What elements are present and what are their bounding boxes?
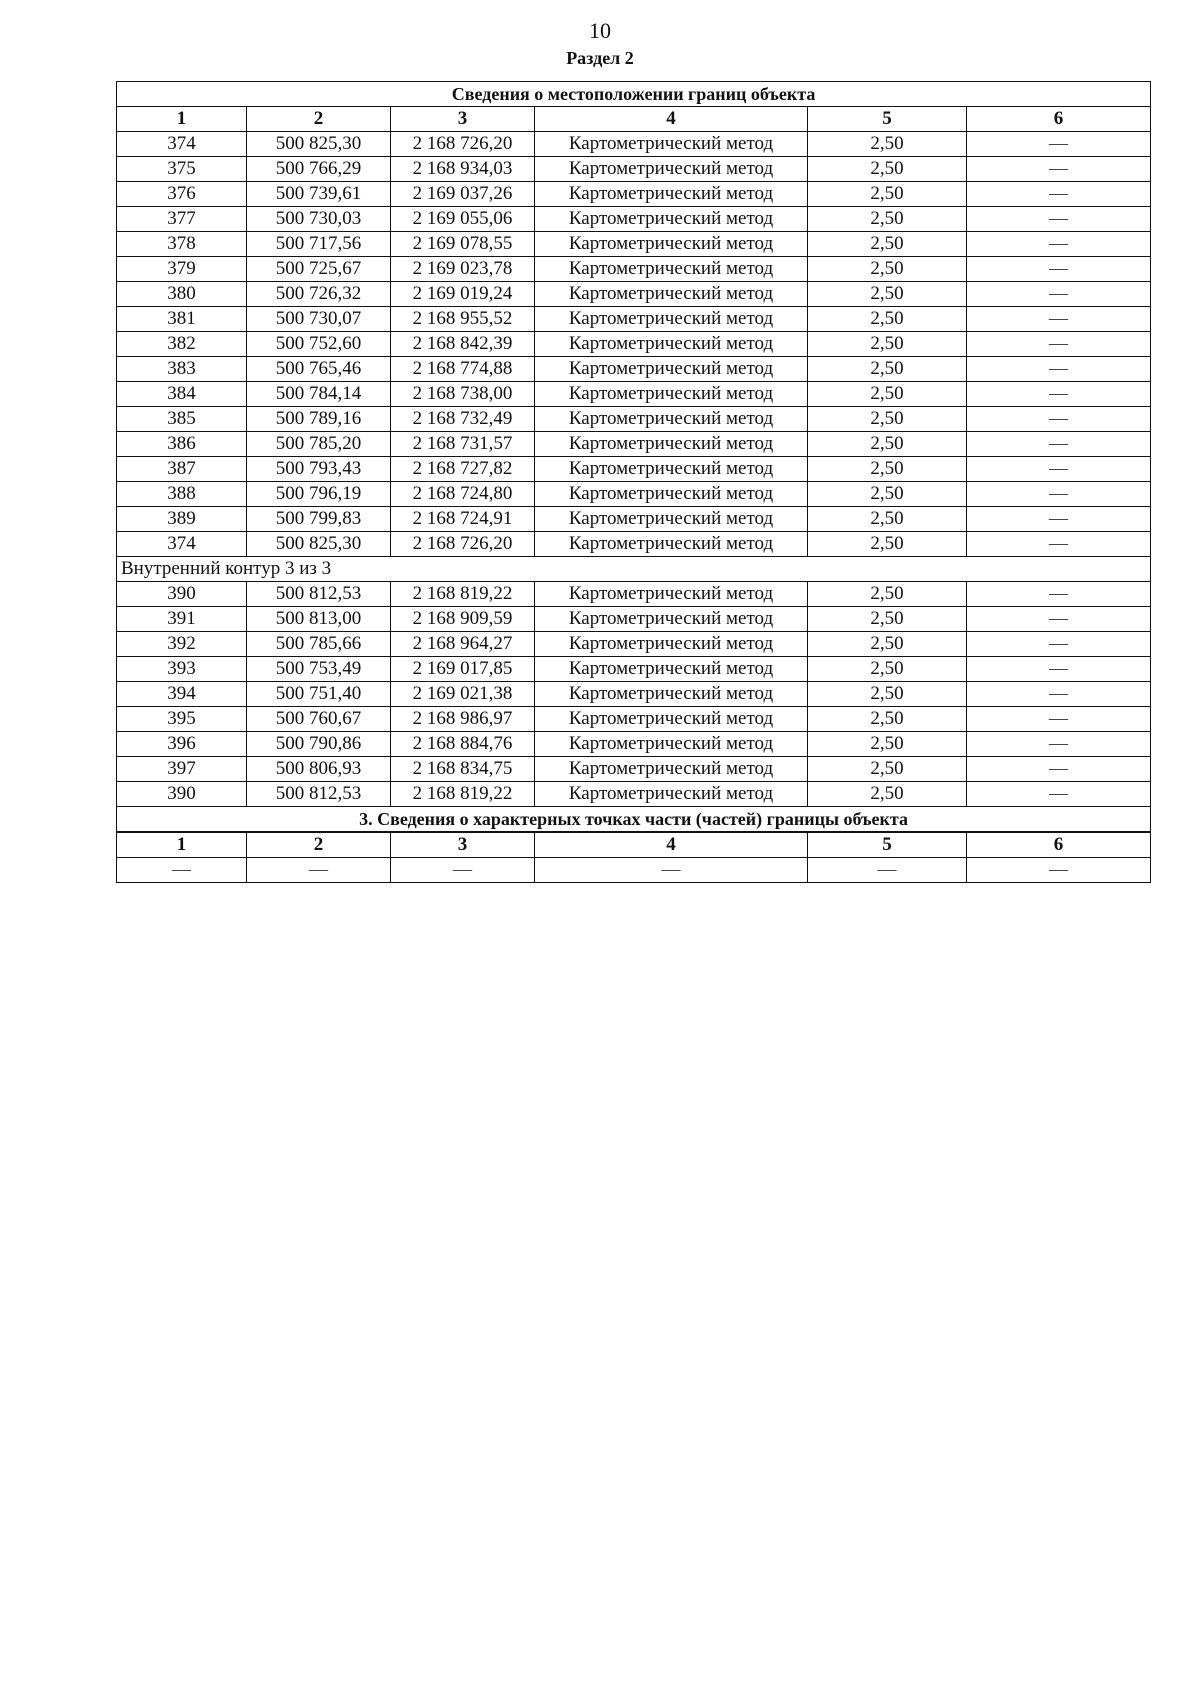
column-number-header: 2 — [247, 107, 391, 132]
cell-accuracy: 2,50 — [808, 632, 967, 657]
cell-point-number: 396 — [117, 732, 247, 757]
cell-description: — — [967, 307, 1151, 332]
table-row — [117, 707, 1151, 732]
cell-x-coordinate: 500 785,20 — [247, 432, 391, 457]
cell-y-coordinate: — — [391, 858, 535, 883]
cell-y-coordinate: 2 168 726,20 — [391, 532, 535, 557]
table-row — [117, 207, 1151, 232]
cell-point-number: 379 — [117, 257, 247, 282]
cell-y-coordinate: 2 168 909,59 — [391, 607, 535, 632]
cell-x-coordinate: 500 799,83 — [247, 507, 391, 532]
table-row — [117, 507, 1151, 532]
cell-x-coordinate: 500 725,67 — [247, 257, 391, 282]
page-number: 10 — [589, 18, 611, 43]
table-row — [117, 232, 1151, 257]
cell-x-coordinate: 500 796,19 — [247, 482, 391, 507]
cell-description: — — [967, 507, 1151, 532]
cell-description: — — [967, 707, 1151, 732]
cell-description: — — [967, 132, 1151, 157]
cell-description: — — [967, 607, 1151, 632]
cell-x-coordinate: 500 751,40 — [247, 682, 391, 707]
table-row — [117, 432, 1151, 457]
cell-x-coordinate: 500 789,16 — [247, 407, 391, 432]
cell-y-coordinate: 2 168 819,22 — [391, 582, 535, 607]
cell-y-coordinate: 2 169 037,26 — [391, 182, 535, 207]
table-row — [117, 532, 1151, 557]
cell-description: — — [967, 207, 1151, 232]
cell-description: — — [967, 632, 1151, 657]
table-row — [117, 357, 1151, 382]
cell-point-number: 374 — [117, 532, 247, 557]
section3-title-row — [117, 807, 1151, 833]
table-row — [117, 682, 1151, 707]
cell-x-coordinate: 500 765,46 — [247, 357, 391, 382]
cell-x-coordinate: 500 813,00 — [247, 607, 391, 632]
cell-point-number: 395 — [117, 707, 247, 732]
cell-method: Картометрический метод — [535, 257, 808, 282]
cell-point-number: 378 — [117, 232, 247, 257]
cell-method: Картометрический метод — [535, 232, 808, 257]
cell-x-coordinate: 500 806,93 — [247, 757, 391, 782]
cell-point-number: 386 — [117, 432, 247, 457]
cell-description: — — [967, 232, 1151, 257]
table-banner: Сведения о местоположении границ объекта — [117, 82, 1151, 107]
cell-x-coordinate: 500 825,30 — [247, 132, 391, 157]
cell-method: Картометрический метод — [535, 532, 808, 557]
cell-x-coordinate: 500 784,14 — [247, 382, 391, 407]
cell-point-number: 374 — [117, 132, 247, 157]
cell-x-coordinate: 500 793,43 — [247, 457, 391, 482]
cell-y-coordinate: 2 168 964,27 — [391, 632, 535, 657]
cell-y-coordinate: 2 168 724,80 — [391, 482, 535, 507]
cell-method: Картометрический метод — [535, 432, 808, 457]
cell-accuracy: 2,50 — [808, 507, 967, 532]
cell-method: Картометрический метод — [535, 682, 808, 707]
cell-method: — — [535, 858, 808, 883]
cell-description: — — [967, 382, 1151, 407]
cell-x-coordinate: 500 753,49 — [247, 657, 391, 682]
table-row — [117, 782, 1151, 807]
cell-accuracy: — — [808, 858, 967, 883]
cell-accuracy: 2,50 — [808, 407, 967, 432]
contour-label: Внутренний контур 3 из 3 — [117, 557, 1151, 582]
column-number-header: 6 — [967, 832, 1151, 858]
cell-point-number: 384 — [117, 382, 247, 407]
cell-method: Картометрический метод — [535, 157, 808, 182]
table-row — [117, 482, 1151, 507]
cell-x-coordinate: 500 717,56 — [247, 232, 391, 257]
cell-method: Картометрический метод — [535, 582, 808, 607]
cell-point-number: — — [117, 858, 247, 883]
table-row — [117, 157, 1151, 182]
column-number-header: 5 — [808, 832, 967, 858]
cell-point-number: 393 — [117, 657, 247, 682]
cell-y-coordinate: 2 169 055,06 — [391, 207, 535, 232]
cell-accuracy: 2,50 — [808, 332, 967, 357]
cell-accuracy: 2,50 — [808, 682, 967, 707]
cell-point-number: 392 — [117, 632, 247, 657]
table-row — [117, 632, 1151, 657]
cell-method: Картометрический метод — [535, 657, 808, 682]
cell-accuracy: 2,50 — [808, 257, 967, 282]
cell-y-coordinate: 2 168 724,91 — [391, 507, 535, 532]
column-number-header: 5 — [808, 107, 967, 132]
cell-accuracy: 2,50 — [808, 382, 967, 407]
cell-x-coordinate: 500 812,53 — [247, 782, 391, 807]
cell-accuracy: 2,50 — [808, 707, 967, 732]
cell-point-number: 381 — [117, 307, 247, 332]
cell-description: — — [967, 332, 1151, 357]
column-number-header: 4 — [535, 107, 808, 132]
table-row — [117, 132, 1151, 157]
cell-accuracy: 2,50 — [808, 607, 967, 632]
cell-accuracy: 2,50 — [808, 457, 967, 482]
cell-x-coordinate: 500 730,03 — [247, 207, 391, 232]
cell-x-coordinate: 500 730,07 — [247, 307, 391, 332]
cell-accuracy: 2,50 — [808, 482, 967, 507]
cell-method: Картометрический метод — [535, 732, 808, 757]
cell-y-coordinate: 2 169 021,38 — [391, 682, 535, 707]
cell-y-coordinate: 2 168 819,22 — [391, 782, 535, 807]
boundary-coordinates-table — [116, 81, 1151, 883]
cell-accuracy: 2,50 — [808, 157, 967, 182]
cell-description: — — [967, 157, 1151, 182]
table-row — [117, 182, 1151, 207]
table-row — [117, 657, 1151, 682]
cell-description: — — [967, 282, 1151, 307]
cell-x-coordinate: 500 739,61 — [247, 182, 391, 207]
cell-y-coordinate: 2 168 884,76 — [391, 732, 535, 757]
cell-y-coordinate: 2 168 726,20 — [391, 132, 535, 157]
cell-accuracy: 2,50 — [808, 757, 967, 782]
table-body — [117, 82, 1151, 883]
cell-x-coordinate: 500 785,66 — [247, 632, 391, 657]
cell-y-coordinate: 2 168 834,75 — [391, 757, 535, 782]
table-row — [117, 582, 1151, 607]
cell-x-coordinate: 500 812,53 — [247, 582, 391, 607]
column-number-header: 3 — [391, 832, 535, 858]
cell-method: Картометрический метод — [535, 707, 808, 732]
cell-accuracy: 2,50 — [808, 232, 967, 257]
cell-point-number: 391 — [117, 607, 247, 632]
cell-description: — — [967, 482, 1151, 507]
cell-method: Картометрический метод — [535, 282, 808, 307]
table-row — [117, 307, 1151, 332]
cell-y-coordinate: 2 169 017,85 — [391, 657, 535, 682]
column-number-header: 3 — [391, 107, 535, 132]
cell-y-coordinate: 2 168 738,00 — [391, 382, 535, 407]
cell-method: Картометрический метод — [535, 382, 808, 407]
cell-point-number: 390 — [117, 782, 247, 807]
cell-accuracy: 2,50 — [808, 657, 967, 682]
cell-x-coordinate: 500 766,29 — [247, 157, 391, 182]
cell-accuracy: 2,50 — [808, 307, 967, 332]
cell-point-number: 389 — [117, 507, 247, 532]
cell-accuracy: 2,50 — [808, 532, 967, 557]
cell-method: Картометрический метод — [535, 457, 808, 482]
cell-accuracy: 2,50 — [808, 582, 967, 607]
cell-point-number: 387 — [117, 457, 247, 482]
cell-x-coordinate: 500 726,32 — [247, 282, 391, 307]
cell-point-number: 390 — [117, 582, 247, 607]
cell-accuracy: 2,50 — [808, 782, 967, 807]
cell-accuracy: 2,50 — [808, 182, 967, 207]
cell-description: — — [967, 858, 1151, 883]
cell-accuracy: 2,50 — [808, 732, 967, 757]
section3-table-row — [117, 858, 1151, 883]
cell-accuracy: 2,50 — [808, 132, 967, 157]
column-number-header: 6 — [967, 107, 1151, 132]
column-number-header: 1 — [117, 107, 247, 132]
cell-point-number: 394 — [117, 682, 247, 707]
cell-description: — — [967, 357, 1151, 382]
column-number-header: 1 — [117, 832, 247, 858]
cell-point-number: 385 — [117, 407, 247, 432]
cell-accuracy: 2,50 — [808, 357, 967, 382]
cell-description: — — [967, 432, 1151, 457]
cell-description: — — [967, 407, 1151, 432]
cell-description: — — [967, 457, 1151, 482]
cell-x-coordinate: 500 790,86 — [247, 732, 391, 757]
cell-description: — — [967, 182, 1151, 207]
cell-point-number: 376 — [117, 182, 247, 207]
table-row — [117, 732, 1151, 757]
cell-x-coordinate: — — [247, 858, 391, 883]
cell-y-coordinate: 2 169 078,55 — [391, 232, 535, 257]
cell-point-number: 377 — [117, 207, 247, 232]
table-row — [117, 757, 1151, 782]
cell-y-coordinate: 2 168 732,49 — [391, 407, 535, 432]
table-row — [117, 607, 1151, 632]
section3-title: 3. Сведения о характерных точках части (частей) границы объекта — [117, 807, 1151, 833]
cell-accuracy: 2,50 — [808, 432, 967, 457]
table-row — [117, 257, 1151, 282]
table-row — [117, 407, 1151, 432]
cell-point-number: 380 — [117, 282, 247, 307]
cell-method: Картометрический метод — [535, 607, 808, 632]
cell-description: — — [967, 532, 1151, 557]
cell-point-number: 375 — [117, 157, 247, 182]
cell-point-number: 382 — [117, 332, 247, 357]
cell-point-number: 397 — [117, 757, 247, 782]
cell-description: — — [967, 682, 1151, 707]
cell-method: Картометрический метод — [535, 507, 808, 532]
table-row — [117, 332, 1151, 357]
cell-description: — — [967, 732, 1151, 757]
cell-method: Картометрический метод — [535, 357, 808, 382]
table-row — [117, 282, 1151, 307]
cell-method: Картометрический метод — [535, 132, 808, 157]
cell-x-coordinate: 500 760,67 — [247, 707, 391, 732]
cell-y-coordinate: 2 168 731,57 — [391, 432, 535, 457]
column-numbers-row — [117, 107, 1151, 132]
cell-y-coordinate: 2 168 727,82 — [391, 457, 535, 482]
cell-method: Картометрический метод — [535, 182, 808, 207]
cell-point-number: 383 — [117, 357, 247, 382]
cell-method: Картометрический метод — [535, 407, 808, 432]
cell-description: — — [967, 657, 1151, 682]
cell-y-coordinate: 2 168 986,97 — [391, 707, 535, 732]
column-number-header: 2 — [247, 832, 391, 858]
cell-method: Картометрический метод — [535, 782, 808, 807]
cell-x-coordinate: 500 752,60 — [247, 332, 391, 357]
cell-accuracy: 2,50 — [808, 207, 967, 232]
section3-column-numbers-row — [117, 832, 1151, 858]
cell-x-coordinate: 500 825,30 — [247, 532, 391, 557]
cell-y-coordinate: 2 168 934,03 — [391, 157, 535, 182]
table-banner-row — [117, 82, 1151, 107]
cell-description: — — [967, 757, 1151, 782]
cell-method: Картометрический метод — [535, 307, 808, 332]
cell-method: Картометрический метод — [535, 482, 808, 507]
column-number-header: 4 — [535, 832, 808, 858]
cell-point-number: 388 — [117, 482, 247, 507]
table-row — [117, 382, 1151, 407]
table-row — [117, 457, 1151, 482]
cell-description: — — [967, 582, 1151, 607]
cell-method: Картометрический метод — [535, 332, 808, 357]
cell-method: Картометрический метод — [535, 757, 808, 782]
cell-y-coordinate: 2 169 023,78 — [391, 257, 535, 282]
cell-y-coordinate: 2 168 955,52 — [391, 307, 535, 332]
contour-label-row — [117, 557, 1151, 582]
cell-method: Картометрический метод — [535, 632, 808, 657]
cell-method: Картометрический метод — [535, 207, 808, 232]
cell-description: — — [967, 257, 1151, 282]
cell-accuracy: 2,50 — [808, 282, 967, 307]
cell-description: — — [967, 782, 1151, 807]
cell-y-coordinate: 2 169 019,24 — [391, 282, 535, 307]
cell-y-coordinate: 2 168 774,88 — [391, 357, 535, 382]
section-title: Раздел 2 — [566, 48, 634, 68]
cell-y-coordinate: 2 168 842,39 — [391, 332, 535, 357]
